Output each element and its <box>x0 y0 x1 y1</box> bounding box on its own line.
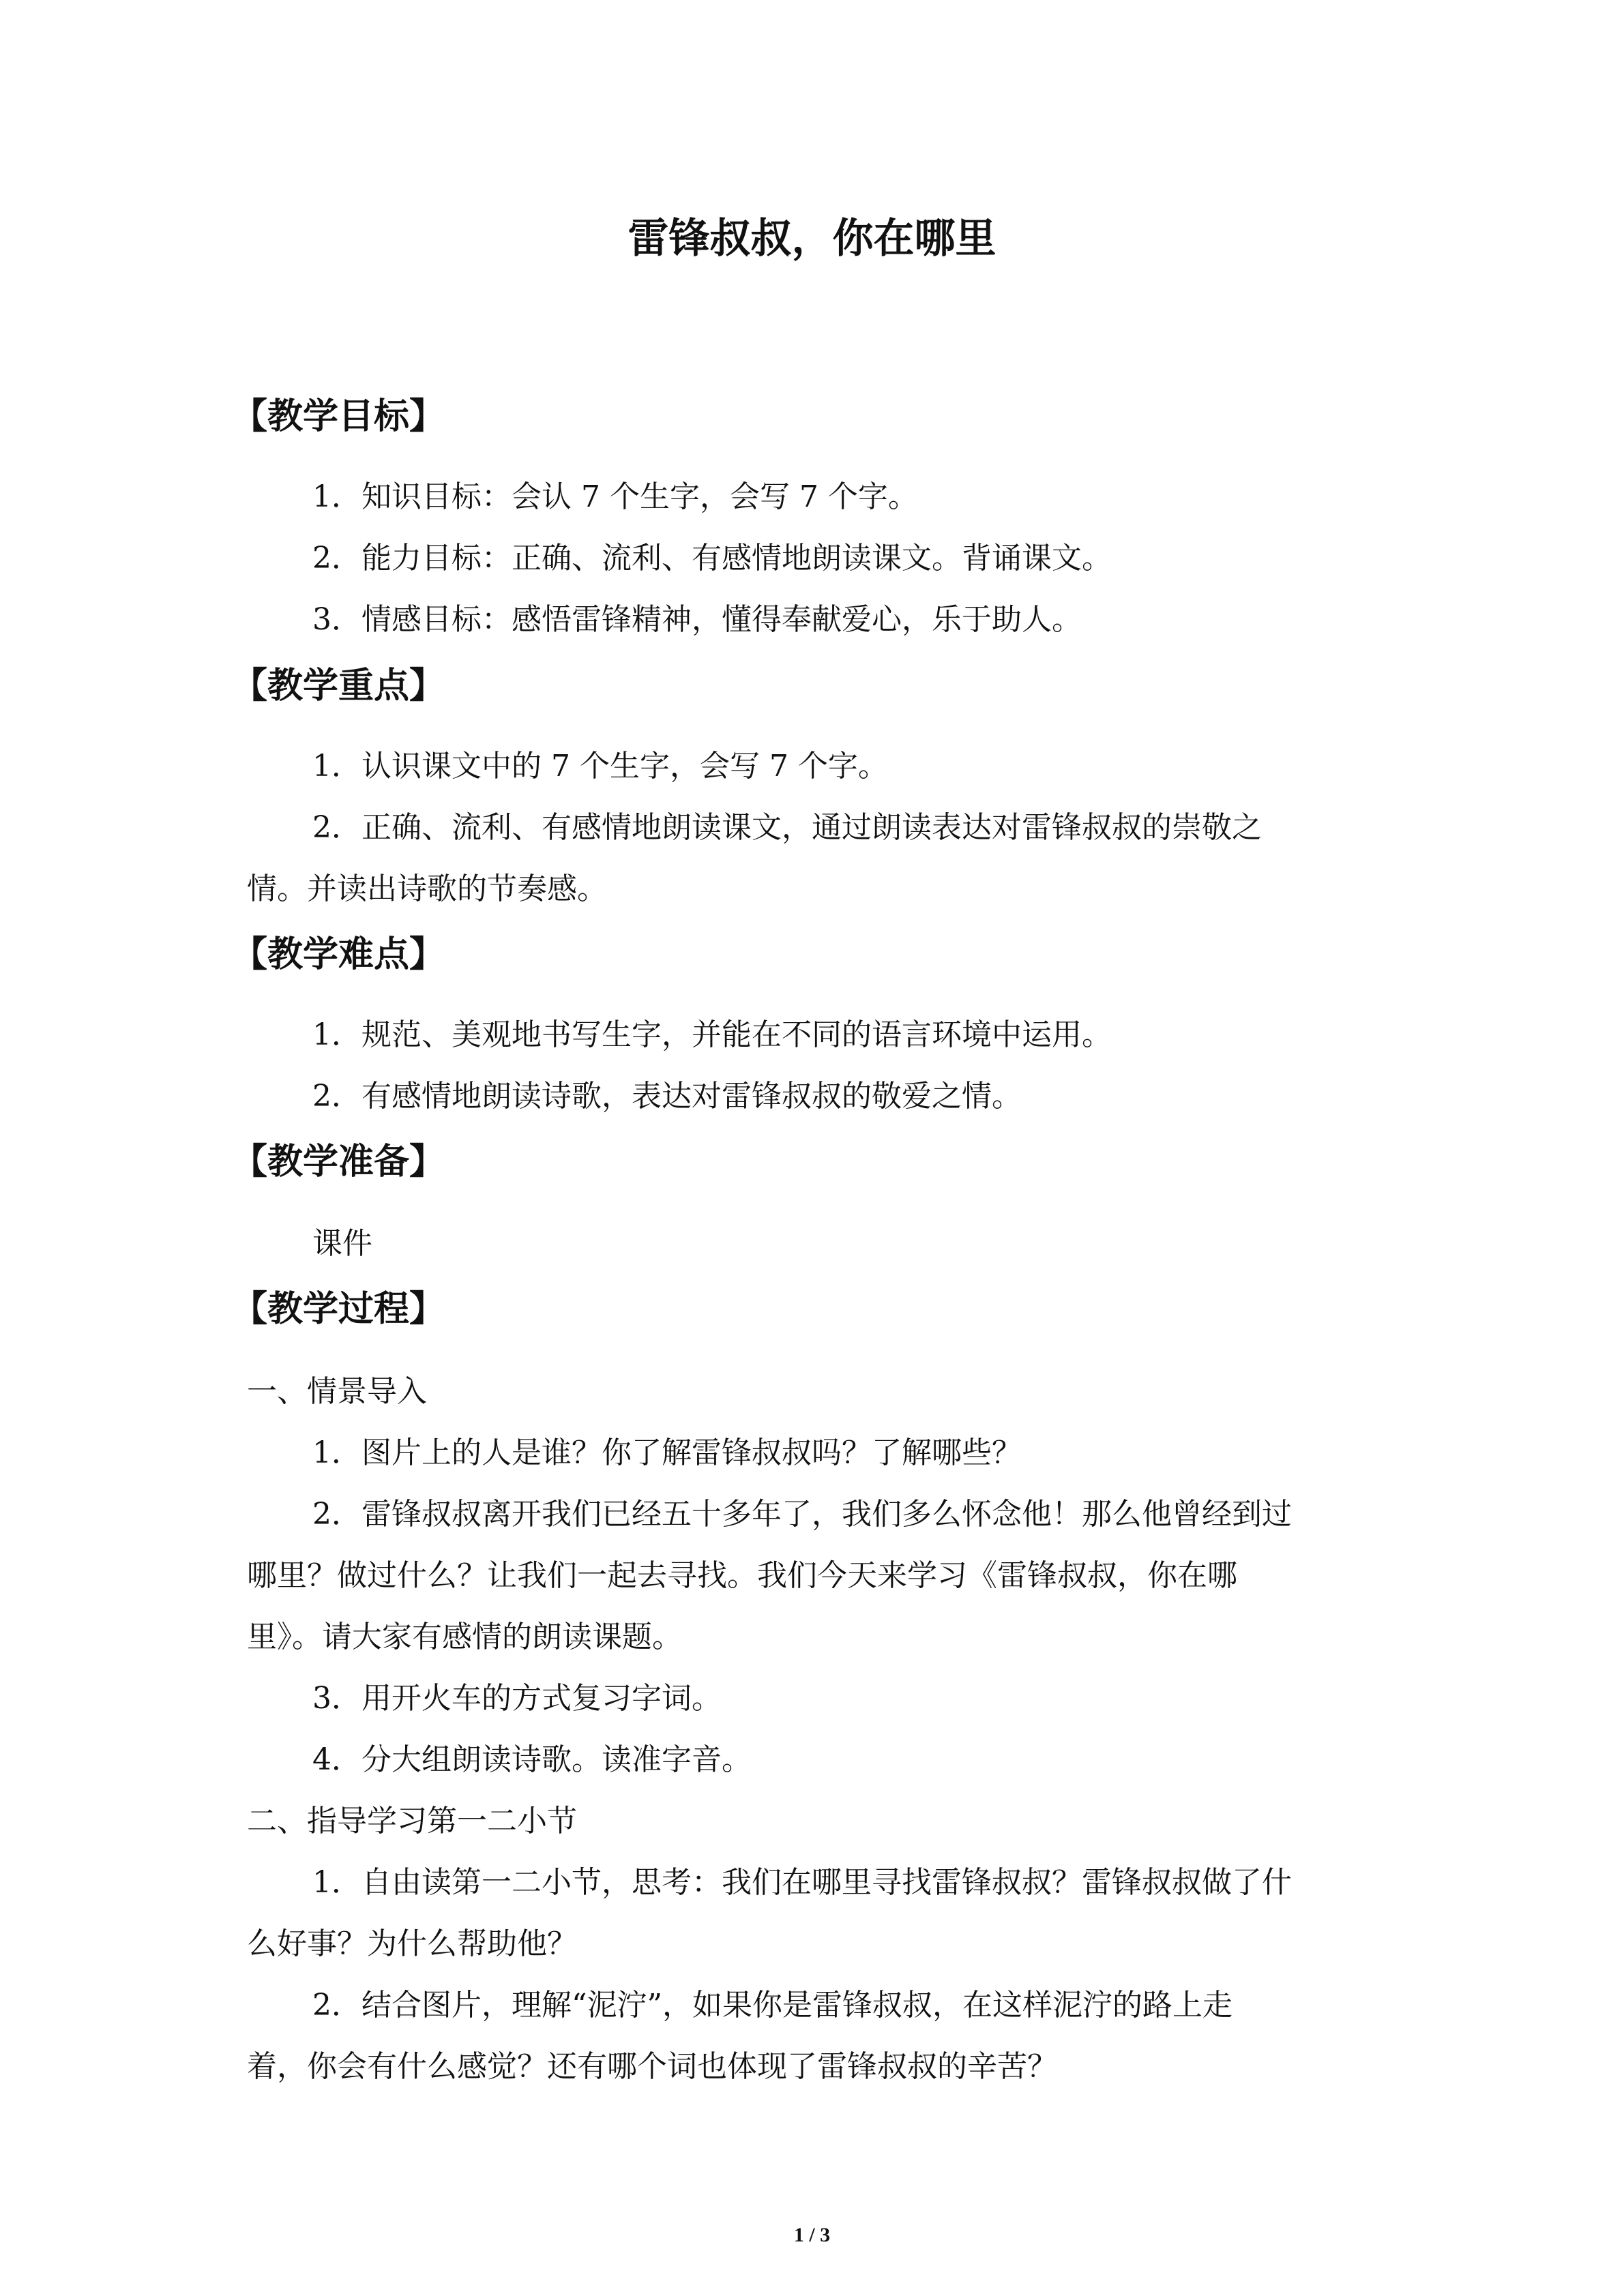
preparation-heading: 【教学准备】 <box>232 1142 445 1182</box>
key-point-item-2-line-2: 情。并读出诗歌的节奏感。 <box>247 871 607 906</box>
key-point-item-1: 1．认识课文中的 7 个生字，会写 7 个字。 <box>312 749 888 784</box>
process-part-2-item-1-line-1: 1．自由读第一二小节，思考：我们在哪里寻找雷锋叔叔？雷锋叔叔做了什 <box>312 1865 1292 1900</box>
objective-item-2: 2．能力目标：正确、流利、有感情地朗读课文。背诵课文。 <box>312 541 1112 576</box>
document-title: 雷锋叔叔，你在哪里 <box>628 215 996 263</box>
process-part-1-item-2-line-1: 2．雷锋叔叔离开我们已经五十多年了，我们多么怀念他！那么他曾经到过 <box>312 1497 1292 1532</box>
process-heading: 【教学过程】 <box>232 1289 445 1330</box>
page-number: 1 / 3 <box>793 2224 831 2246</box>
process-part-2-item-1-line-2: 么好事？为什么帮助他？ <box>247 1926 577 1961</box>
process-part-2-item-2-line-1: 2．结合图片，理解“泥泞”，如果你是雷锋叔叔，在这样泥泞的路上走 <box>312 1988 1232 2023</box>
process-part-1-title: 一、情景导入 <box>247 1374 427 1409</box>
preparation-text: 课件 <box>312 1226 372 1261</box>
difficulties-heading: 【教学难点】 <box>232 934 445 975</box>
process-part-1-item-1: 1．图片上的人是谁？你了解雷锋叔叔吗？了解哪些？ <box>312 1435 1022 1470</box>
objectives-heading: 【教学目标】 <box>232 396 445 437</box>
process-part-1-item-3: 3．用开火车的方式复习字词。 <box>312 1681 722 1716</box>
process-part-2-item-2-line-2: 着，你会有什么感觉？还有哪个词也体现了雷锋叔叔的辛苦？ <box>247 2049 1057 2084</box>
key-point-item-2-line-1: 2．正确、流利、有感情地朗读课文，通过朗读表达对雷锋叔叔的崇敬之 <box>312 810 1262 845</box>
process-part-1-item-2-line-2: 哪里？做过什么？让我们一起去寻找。我们今天来学习《雷锋叔叔，你在哪 <box>247 1558 1237 1593</box>
process-part-2-title: 二、指导学习第一二小节 <box>247 1804 577 1838</box>
process-part-1-item-2-line-3: 里》。请大家有感情的朗读课题。 <box>247 1620 682 1654</box>
objective-item-3: 3．情感目标：感悟雷锋精神，懂得奉献爱心，乐于助人。 <box>312 602 1082 637</box>
difficulty-item-2: 2．有感情地朗读诗歌，表达对雷锋叔叔的敬爱之情。 <box>312 1079 1022 1114</box>
difficulty-item-1: 1．规范、美观地书写生字，并能在不同的语言环境中运用。 <box>312 1017 1112 1052</box>
key-points-heading: 【教学重点】 <box>232 666 445 706</box>
objective-item-1: 1．知识目标：会认 7 个生字，会写 7 个字。 <box>312 479 918 514</box>
process-part-1-item-4: 4．分大组朗读诗歌。读准字音。 <box>312 1742 752 1777</box>
